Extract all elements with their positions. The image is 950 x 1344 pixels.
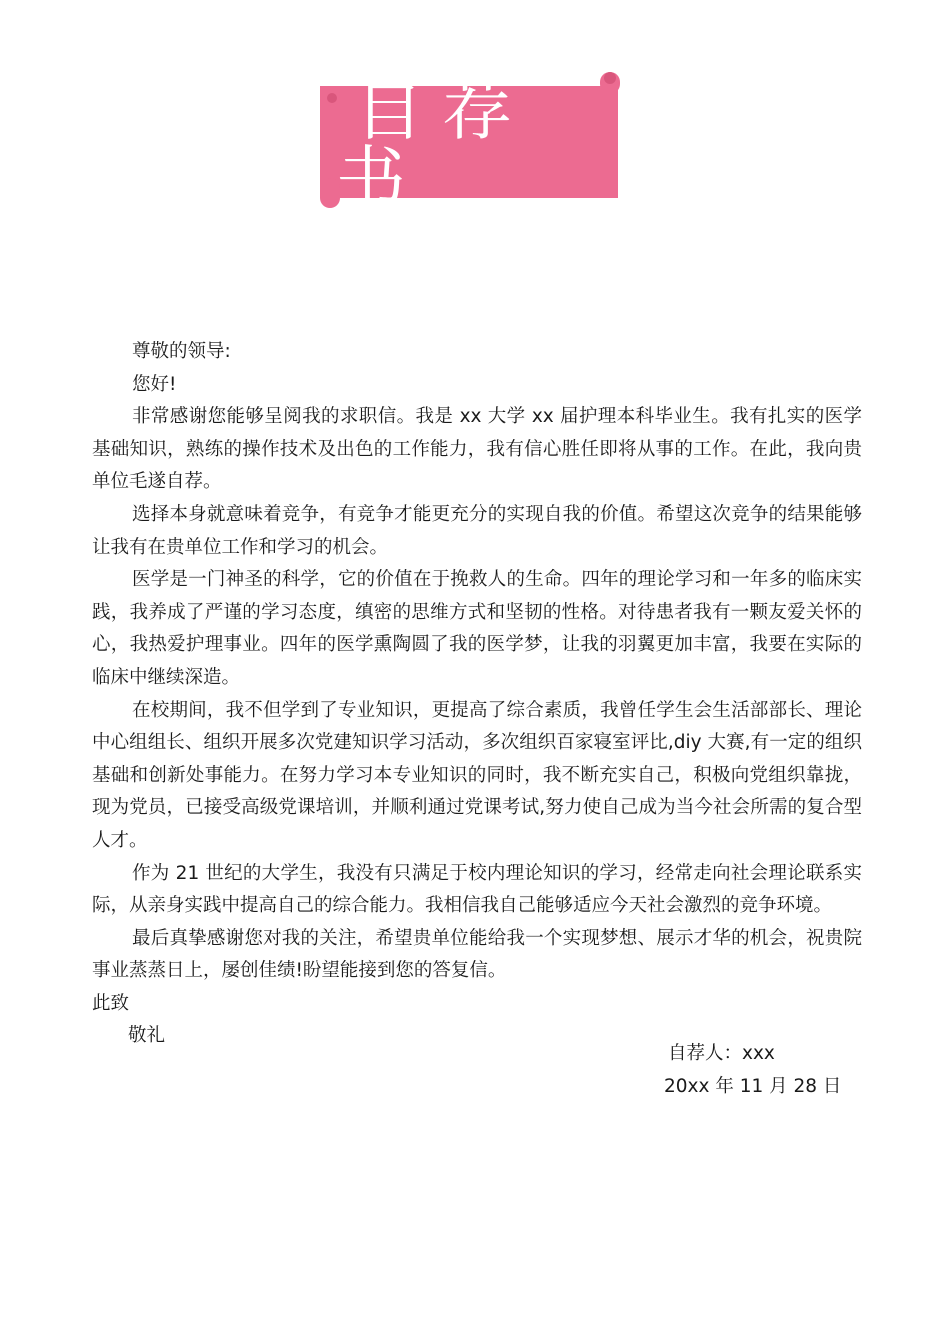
paragraph: 非常感谢您能够呈阅我的求职信。我是 xx 大学 xx 届护理本科毕业生。我有扎实的医学基础知识，熟练的操作技术及出色的工作能力，我有信心胜任即将从事的工作。在此，我向贵单位毛遂自荐。	[92, 406, 862, 493]
salutation: 尊敬的领导:	[132, 341, 231, 362]
title-banner	[314, 68, 624, 220]
paragraph: 医学是一门神圣的科学，它的价值在于挽救人的生命。四年的理论学习和一年多的临床实践，我养成了严谨的学习态度，缜密的思维方式和坚韧的性格。对待患者我有一颗友爱关怀的心，我热爱护理事业。四年的医学熏陶圆了我的医学梦，让我的羽翼更加丰富，我要在实际的临床中继续深造。	[92, 569, 862, 688]
paragraph: 在校期间，我不但学到了专业知识，更提高了综合素质，我曾任学生会生活部部长、理论中心组组长、组织开展多次党建知识学习活动，多次组织百家寝室评比,diy 大赛,有一定的组织基础和创新处事能力。在努力学习本专业知识的同时，我不断充实自己，积极向党组织靠拢，现为党员，已接受高级党课培训，并顺利通过党课考试,努力使自己成为当今社会所需的复合型人才。	[92, 699, 862, 851]
closing-phrase: 此致	[92, 992, 130, 1014]
signature-block	[664, 1038, 841, 1103]
paragraph: 最后真挚感谢您对我的关注，希望贵单位能给我一个实现梦想、展示才华的机会，祝贵院事业蒸蒸日上，屡创佳绩!盼望能接到您的答复信。	[92, 927, 862, 982]
paragraph: 选择本身就意味着竞争，有竞争才能更充分的实现自我的价值。希望这次竞争的结果能够让我有在贵单位工作和学习的机会。	[92, 503, 862, 558]
greeting: 您好!	[132, 373, 177, 395]
banner-title: 自荐书	[336, 68, 530, 220]
signer-name: 自荐人：xxx	[668, 1043, 775, 1064]
letter-body	[92, 336, 862, 1053]
signature-date: 20xx 年 11 月 28 日	[664, 1075, 842, 1097]
respect-phrase: 敬礼	[128, 1025, 166, 1047]
paragraph: 作为 21 世纪的大学生，我没有只满足于校内理论知识的学习，经常走向社会理论联系实际，从亲身实践中提高自己的综合能力。我相信我自己能够适应今天社会激烈的竞争环境。	[92, 862, 862, 917]
